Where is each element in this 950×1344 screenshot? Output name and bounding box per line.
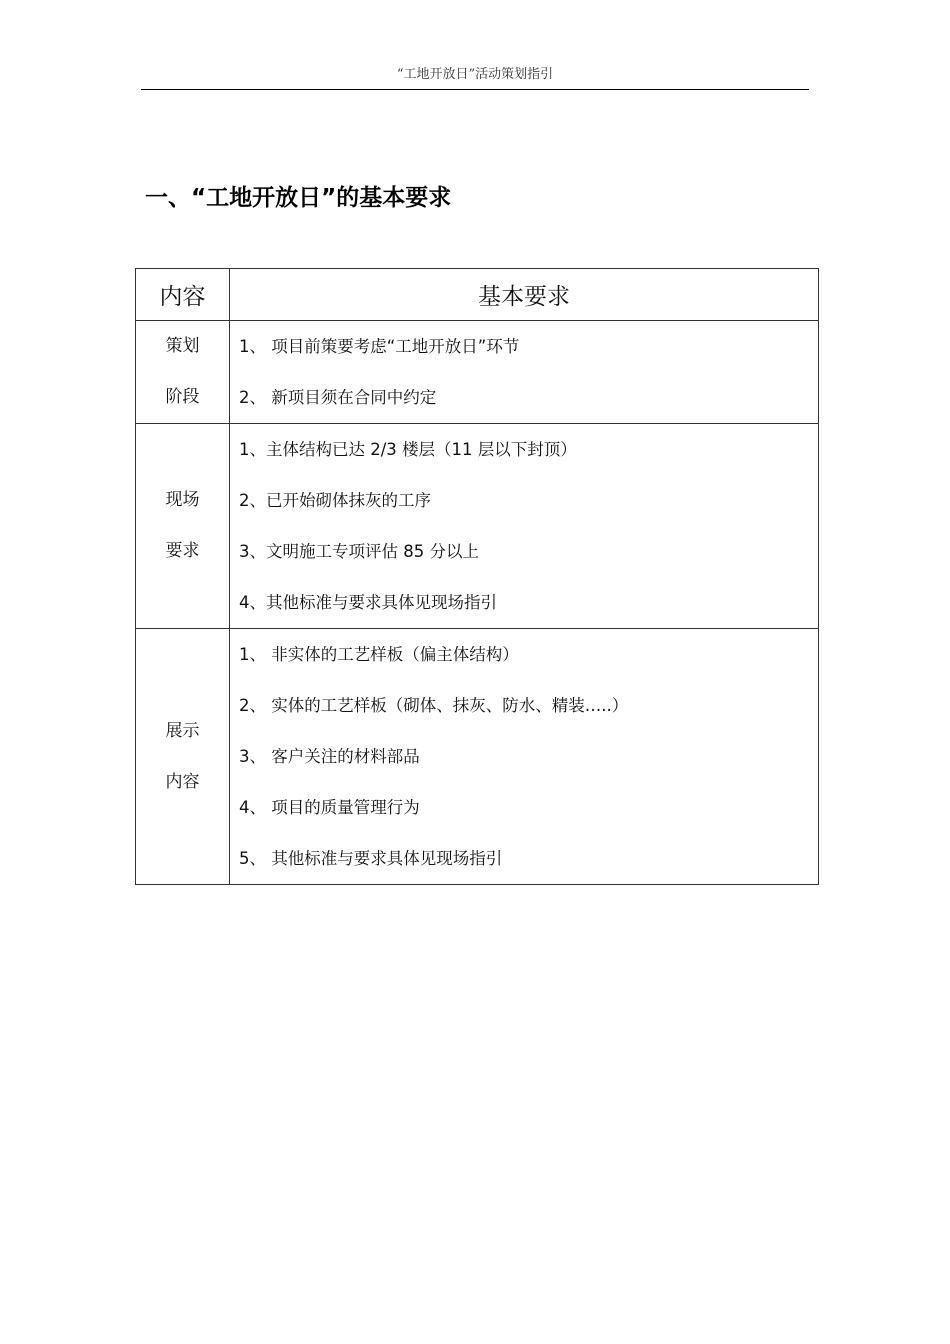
table-header-row: [136, 269, 819, 321]
table-row: [136, 424, 819, 629]
list-item: 3、 客户关注的材料部品: [239, 747, 420, 766]
page-header: [141, 66, 809, 90]
category-cell-site: [136, 424, 230, 629]
page-header-title: “工地开放日”活动策划指引: [396, 67, 554, 82]
section-title: 一、“工地开放日”的基本要求: [145, 185, 452, 211]
category-label: 要求: [165, 541, 200, 561]
category-cell-display: [136, 629, 230, 885]
items-cell-site: [230, 424, 819, 629]
list-item: 5、 其他标准与要求具体见现场指引: [239, 849, 503, 868]
category-cell-planning: [136, 321, 230, 424]
items-cell-display: [230, 629, 819, 885]
table-row: [136, 629, 819, 885]
category-label: 阶段: [165, 387, 200, 407]
list-item: 2、 新项目须在合同中约定: [239, 388, 437, 407]
column-header-content: 内容: [136, 269, 230, 321]
category-label: 内容: [165, 771, 200, 792]
list-item: 1、主体结构已达 2/3 楼层（11 层以下封顶）: [239, 440, 577, 459]
list-item: 4、 项目的质量管理行为: [239, 798, 420, 817]
list-item: 4、其他标准与要求具体见现场指引: [239, 593, 497, 612]
list-item: 2、 实体的工艺样板（砌体、抹灰、防水、精装…..）: [239, 696, 629, 715]
category-label: 策划: [165, 336, 200, 356]
list-item: 3、文明施工专项评估 85 分以上: [239, 542, 479, 561]
list-item: 2、已开始砌体抹灰的工序: [239, 491, 431, 510]
category-label: 展示: [165, 720, 200, 741]
category-label: 现场: [165, 490, 200, 510]
list-item: 1、 非实体的工艺样板（偏主体结构）: [239, 645, 519, 664]
list-item: 1、 项目前策要考虑“工地开放日”环节: [239, 337, 520, 356]
requirements-table: [135, 268, 819, 885]
table-row: [136, 321, 819, 424]
items-cell-planning: [230, 321, 819, 424]
column-header-requirements: 基本要求: [230, 269, 819, 321]
